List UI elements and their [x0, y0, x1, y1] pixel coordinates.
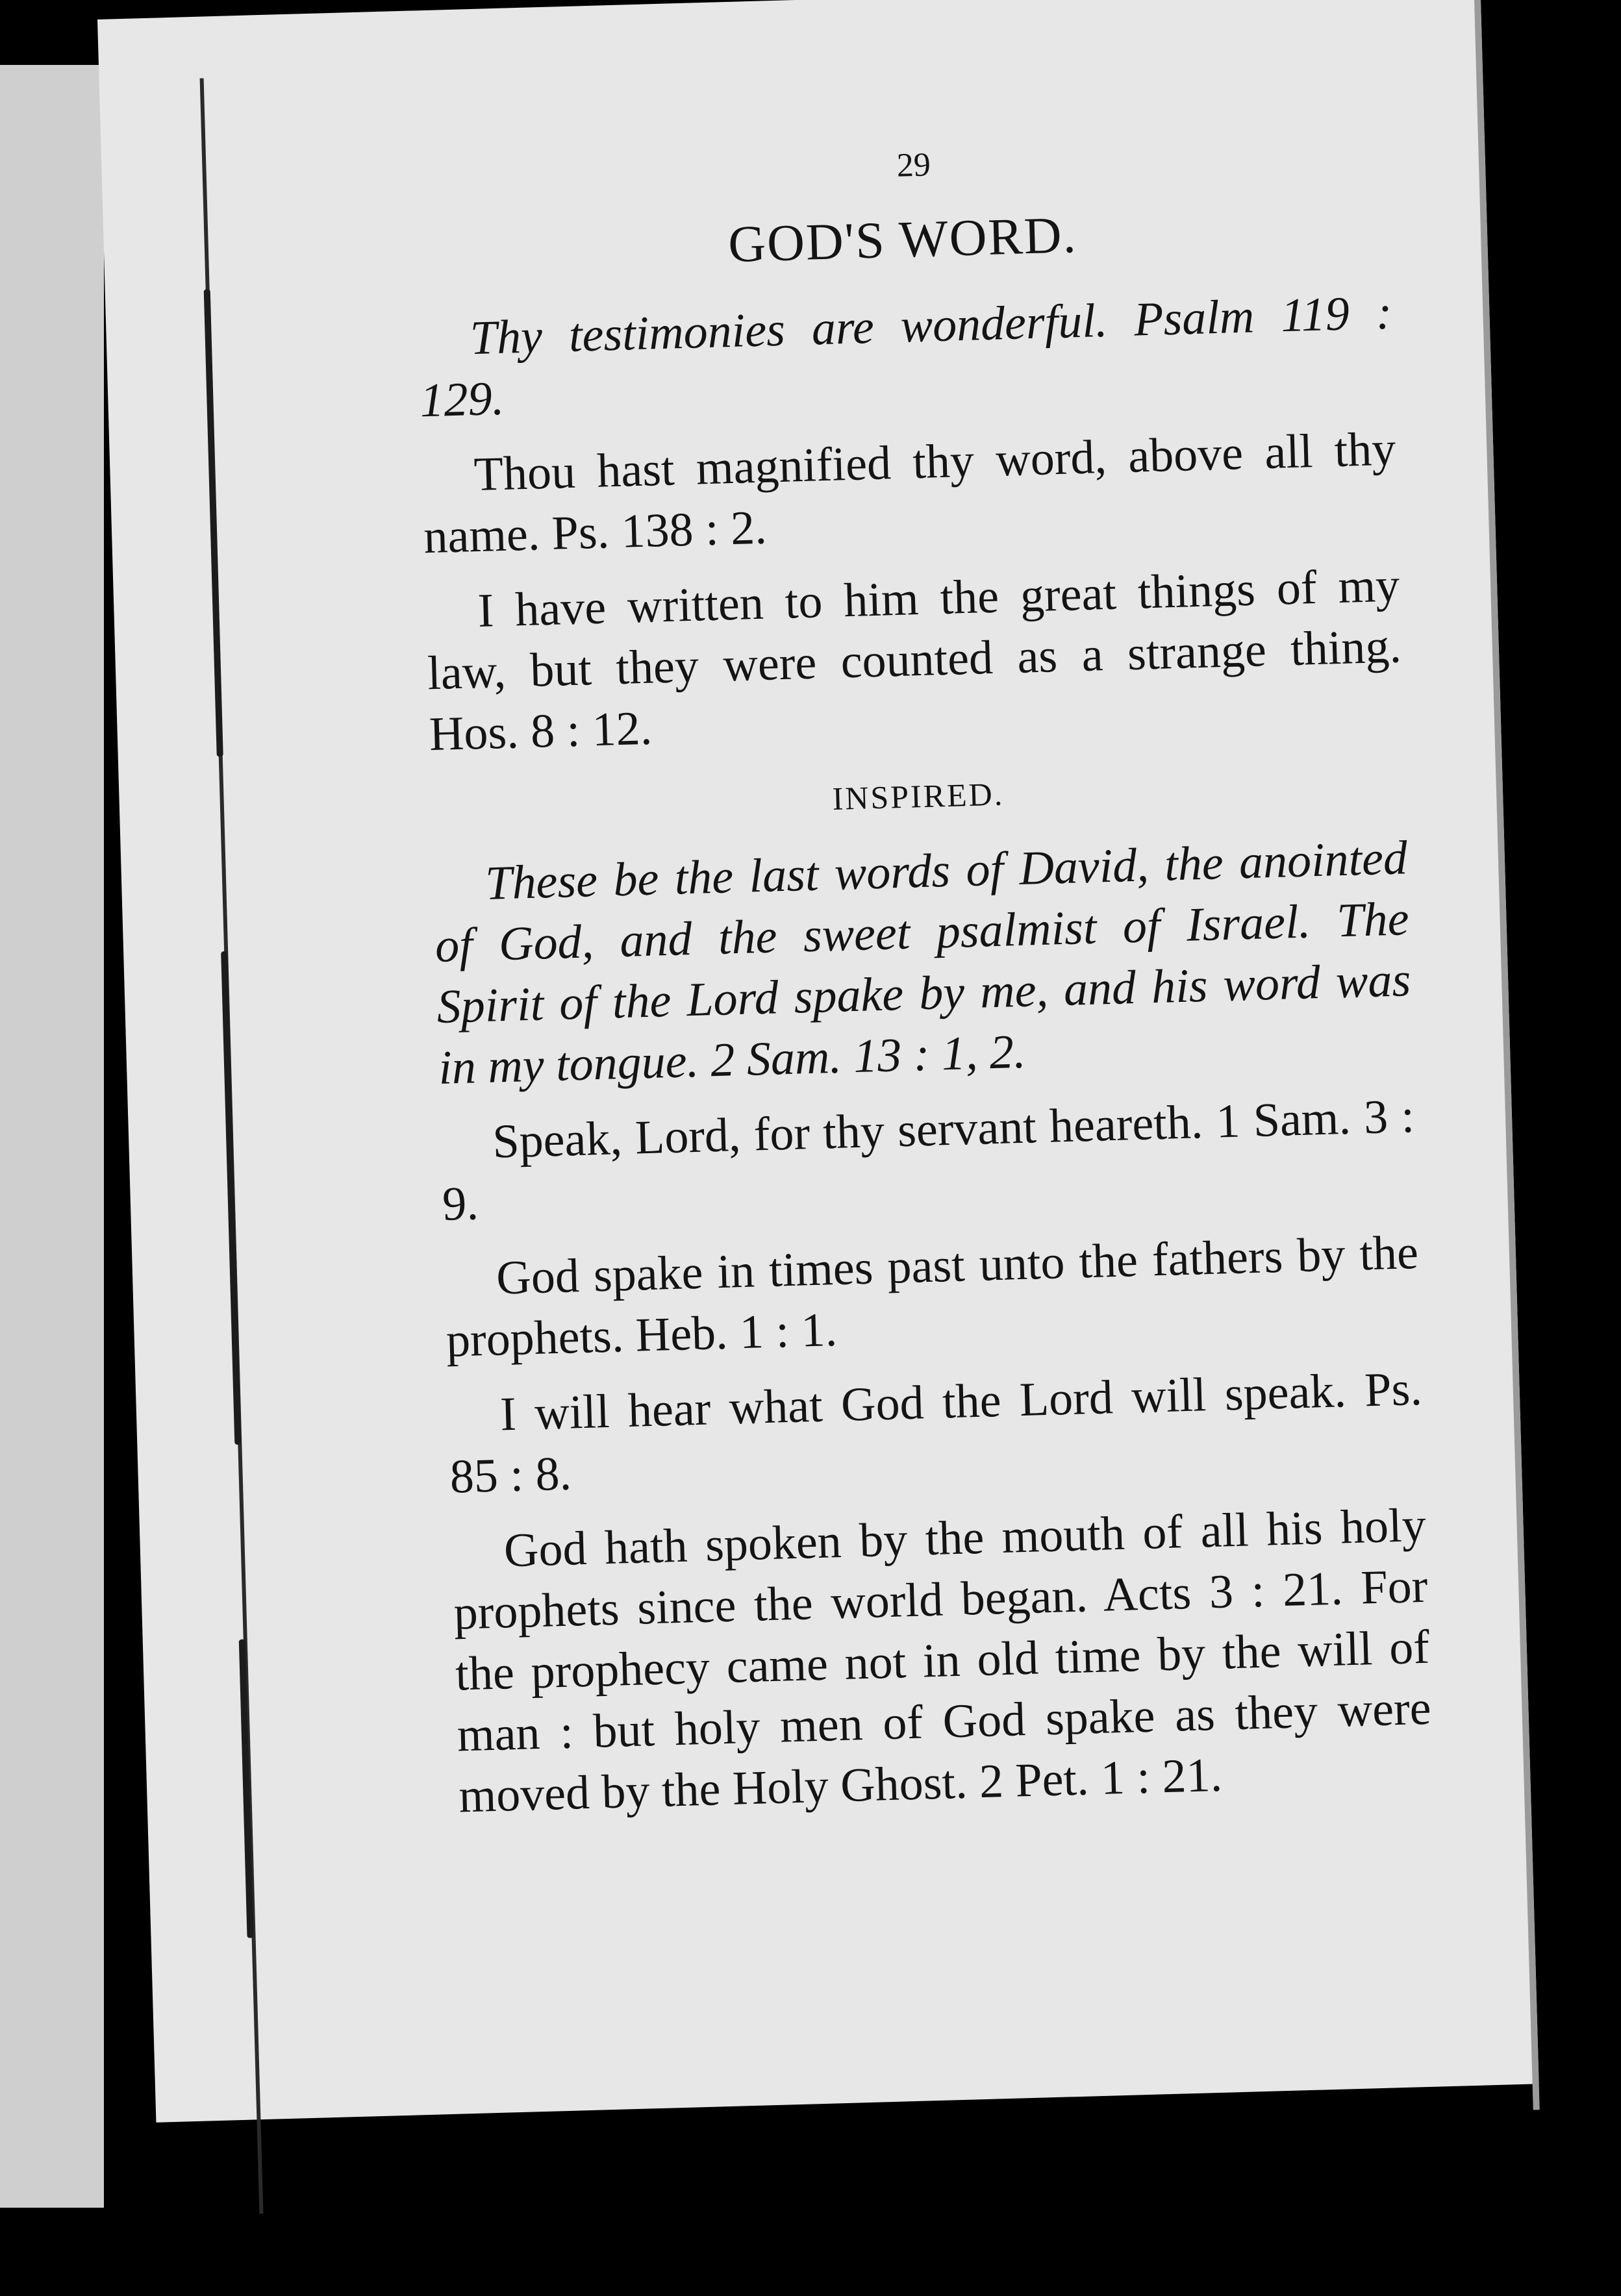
verse: I have written to him the great things of my law, but they were counted as a strange thing. Hos. 8 : 12. — [427, 558, 1402, 762]
book-page — [97, 0, 1539, 2123]
verse: God hath spoken by the mouth of all his holy prophets since the world began. Acts 3 : 21. For the prophecy came not in old time by the will of man : but holy men of God spake as they were moved by the Holy Ghost. 2 Pet. 1 : 21. — [453, 1498, 1432, 1823]
page-title: GOD'S WORD. — [727, 206, 1078, 273]
verse: Thou hast magnified thy word, above all thy name. Ps. 138 : 2. — [423, 422, 1397, 564]
binding-stitch — [221, 951, 241, 1445]
verse: God spake in times past unto the fathers by the prophets. Heb. 1 : 1. — [445, 1225, 1419, 1367]
page-number: 29 — [896, 146, 931, 184]
facing-page — [0, 65, 104, 2208]
binding-stitch — [204, 289, 223, 756]
verse: Thy testimonies are wonderful. Psalm 119 : 129. — [419, 286, 1393, 428]
verse: I will hear what God the Lord will speak. Ps. 85 : 8. — [449, 1362, 1423, 1504]
page-content — [413, 133, 1434, 1841]
page-edge — [1474, 0, 1540, 2110]
verse: Speak, Lord, for thy servant heareth. 1 Sam. 3 : 9. — [442, 1090, 1416, 1231]
section-heading: INSPIRED. — [831, 775, 1005, 817]
verse: These be the last words of David, the anointed of God, and the sweet psalmist of Israel. The Spirit of the Lord spake by me, and his word was in my tongue. 2 Sam. 13 : 1, 2. — [434, 831, 1412, 1095]
